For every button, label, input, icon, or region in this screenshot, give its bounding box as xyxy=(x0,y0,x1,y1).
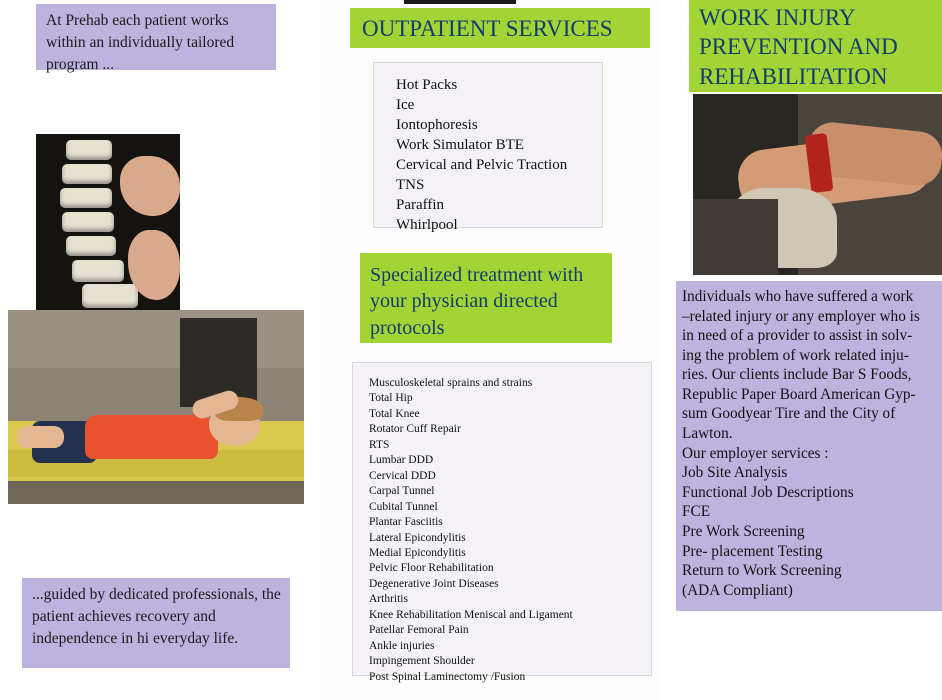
list-item: Hot Packs xyxy=(396,77,458,93)
employer-service-item: Pre- placement Testing xyxy=(682,542,823,560)
employer-service-item: (ADA Compliant) xyxy=(682,581,793,599)
employer-service-item: Functional Job Descriptions xyxy=(682,483,854,501)
list-item: Rotator Cuff Repair xyxy=(369,423,461,436)
list-item: Plantar Fasciitis xyxy=(369,516,443,529)
paragraph-line: sum Goodyear Tire and the City of xyxy=(682,405,896,423)
list-item: Iontophoresis xyxy=(396,116,478,133)
list-item: Pelvic Floor Rehabilitation xyxy=(369,562,494,575)
photo-upper-wall xyxy=(8,310,304,368)
paragraph-line: ries. Our clients include Bar S Foods, xyxy=(682,366,912,384)
spine-model-photo xyxy=(36,134,180,310)
employer-service-item: Pre Work Screening xyxy=(682,522,805,540)
quote-top-text: At Prehab each patient works within an individually tailored program ... xyxy=(36,4,276,70)
list-item: Ice xyxy=(396,96,415,113)
photo-shirt xyxy=(693,199,778,275)
list-item: Arthritis xyxy=(369,593,408,606)
employer-paragraph xyxy=(682,287,938,444)
treated-conditions-list xyxy=(352,362,652,683)
paragraph-line: –related injury or any employer who is xyxy=(682,307,920,325)
list-item: Medial Epicondylitis xyxy=(369,546,466,559)
spine-illustration xyxy=(36,134,180,310)
list-item: Cubital Tunnel xyxy=(369,500,438,513)
list-item: Total Knee xyxy=(369,407,420,420)
employer-services-intro: Our employer services : xyxy=(682,444,829,462)
list-item: Knee Rehabilitation Meniscal and Ligament xyxy=(369,608,573,621)
list-item: Ankle injuries xyxy=(369,639,435,652)
employer-service-item: Job Site Analysis xyxy=(682,464,788,482)
photo-floor xyxy=(8,481,304,504)
list-item: Cervical DDD xyxy=(369,469,436,482)
outpatient-services-list xyxy=(373,62,603,233)
quote-bottom-text: ...guided by dedicated professionals, the patient achieves recovery and independence in hi everyday life. xyxy=(22,578,290,668)
patient-on-table-photo xyxy=(8,310,304,504)
specialized-treatment-heading: Specialized treatment with your physician directed protocols xyxy=(360,253,612,343)
photo-patient-leg xyxy=(17,426,64,447)
outpatient-services-heading: OUTPATIENT SERVICES xyxy=(350,8,650,48)
paragraph-line: ing the problem of work related inju- xyxy=(682,346,909,364)
paragraph-line: Republic Paper Board American Gyp- xyxy=(682,385,916,403)
paragraph-line: in need of a provider to assist in solv- xyxy=(682,327,913,345)
middle-column xyxy=(320,0,660,700)
list-item: Degenerative Joint Diseases xyxy=(369,577,499,590)
list-item: Whirlpool xyxy=(396,216,458,233)
employer-services-text-box xyxy=(676,281,942,611)
list-item: Post Spinal Laminectomy /Fusion xyxy=(369,670,526,683)
forearm-therapy-photo xyxy=(693,94,942,275)
list-item: TNS xyxy=(396,176,425,193)
list-item: Total Hip xyxy=(369,392,413,405)
list-item: Patellar Femoral Pain xyxy=(369,624,469,637)
employer-service-item: FCE xyxy=(682,503,711,521)
list-item: RTS xyxy=(369,438,390,451)
list-item: Lumbar DDD xyxy=(369,454,434,467)
list-item: Musculoskeletal sprains and strains xyxy=(369,377,533,389)
paragraph-line: Lawton. xyxy=(682,425,733,443)
list-item: Carpal Tunnel xyxy=(369,485,435,498)
photo-patient-shirt xyxy=(85,415,218,460)
paragraph-line: Individuals who have suffered a work xyxy=(682,288,914,305)
left-column xyxy=(0,0,320,700)
list-item: Paraffin xyxy=(396,196,445,213)
list-item: Cervical and Pelvic Traction xyxy=(396,156,568,173)
employer-service-item: Return to Work Screening xyxy=(682,562,842,580)
list-item: Work Simulator BTE xyxy=(396,136,524,153)
list-item: Impingement Shoulder xyxy=(369,655,475,668)
list-item: Lateral Epicondylitis xyxy=(369,531,466,544)
work-injury-heading: WORK INJURY PREVENTION AND REHABILITATION xyxy=(689,0,942,92)
